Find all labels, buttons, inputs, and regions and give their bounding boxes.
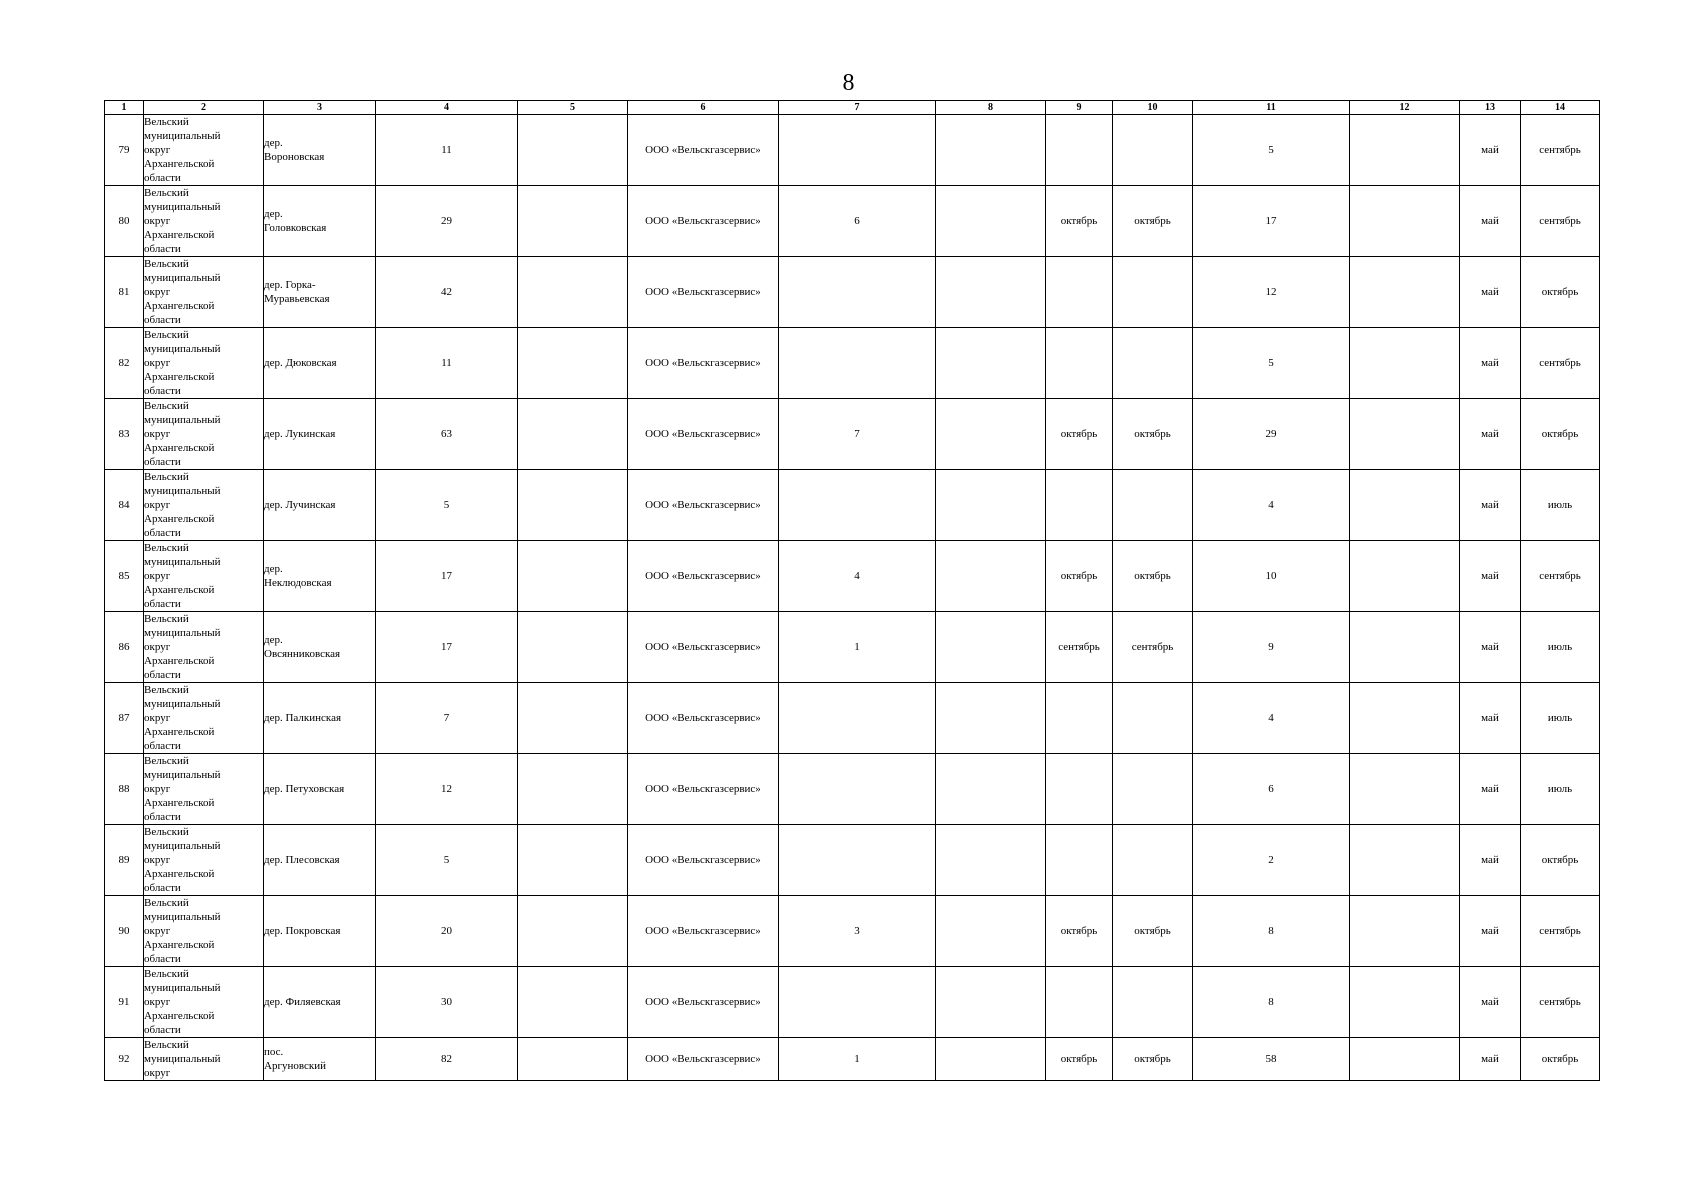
col5-cell	[518, 967, 628, 1038]
col4-cell: 30	[376, 967, 518, 1038]
col5-cell	[518, 328, 628, 399]
organization-cell: ООО «Вельскгазсервис»	[628, 754, 779, 825]
col14-cell: июль	[1521, 470, 1600, 541]
col14-cell: октябрь	[1521, 1038, 1600, 1081]
col14-cell: сентябрь	[1521, 115, 1600, 186]
col8-cell	[936, 754, 1046, 825]
col14-cell: октябрь	[1521, 399, 1600, 470]
district-cell: Вельский муниципальный округ Архангельской области	[144, 470, 264, 541]
organization-cell: ООО «Вельскгазсервис»	[628, 257, 779, 328]
organization-cell: ООО «Вельскгазсервис»	[628, 825, 779, 896]
settlement-cell: дер. Палкинская	[264, 683, 376, 754]
district-cell: Вельский муниципальный округ	[144, 1038, 264, 1081]
col5-cell	[518, 825, 628, 896]
col5-cell	[518, 470, 628, 541]
col5-cell	[518, 612, 628, 683]
column-header-8: 8	[936, 101, 1046, 115]
organization-cell: ООО «Вельскгазсервис»	[628, 1038, 779, 1081]
col10-cell	[1113, 754, 1193, 825]
col7-cell: 6	[779, 186, 936, 257]
col13-cell: май	[1460, 754, 1521, 825]
col11-cell: 9	[1193, 612, 1350, 683]
col13-cell: май	[1460, 399, 1521, 470]
page-number: 8	[842, 70, 855, 96]
col8-cell	[936, 612, 1046, 683]
settlement-cell: дер. Покровская	[264, 896, 376, 967]
col12-cell	[1350, 825, 1460, 896]
col8-cell	[936, 1038, 1046, 1081]
column-header-4: 4	[376, 101, 518, 115]
col13-cell: май	[1460, 328, 1521, 399]
col4-cell: 63	[376, 399, 518, 470]
col4-cell: 11	[376, 115, 518, 186]
col11-cell: 29	[1193, 399, 1350, 470]
col5-cell	[518, 257, 628, 328]
settlement-cell: дер. Дюковская	[264, 328, 376, 399]
col11-cell: 2	[1193, 825, 1350, 896]
col14-cell: октябрь	[1521, 257, 1600, 328]
row-number: 84	[105, 470, 144, 541]
column-header-2: 2	[144, 101, 264, 115]
col11-cell: 8	[1193, 967, 1350, 1038]
column-header-10: 10	[1113, 101, 1193, 115]
organization-cell: ООО «Вельскгазсервис»	[628, 612, 779, 683]
col9-cell: октябрь	[1046, 541, 1113, 612]
col10-cell	[1113, 257, 1193, 328]
district-cell: Вельский муниципальный округ Архангельской области	[144, 257, 264, 328]
settlement-cell: дер. Лучинская	[264, 470, 376, 541]
col11-cell: 12	[1193, 257, 1350, 328]
col13-cell: май	[1460, 115, 1521, 186]
col11-cell: 6	[1193, 754, 1350, 825]
col12-cell	[1350, 754, 1460, 825]
col9-cell	[1046, 470, 1113, 541]
col10-cell	[1113, 470, 1193, 541]
col5-cell	[518, 683, 628, 754]
col13-cell: май	[1460, 825, 1521, 896]
col5-cell	[518, 754, 628, 825]
table-row	[105, 683, 1600, 754]
col9-cell	[1046, 257, 1113, 328]
column-header-13: 13	[1460, 101, 1521, 115]
table-row	[105, 399, 1600, 470]
col4-cell: 7	[376, 683, 518, 754]
header-row	[105, 101, 1600, 115]
col8-cell	[936, 541, 1046, 612]
col5-cell	[518, 541, 628, 612]
col4-cell: 82	[376, 1038, 518, 1081]
col14-cell: сентябрь	[1521, 328, 1600, 399]
col12-cell	[1350, 896, 1460, 967]
organization-cell: ООО «Вельскгазсервис»	[628, 967, 779, 1038]
organization-cell: ООО «Вельскгазсервис»	[628, 328, 779, 399]
col14-cell: сентябрь	[1521, 186, 1600, 257]
col4-cell: 29	[376, 186, 518, 257]
col11-cell: 58	[1193, 1038, 1350, 1081]
col7-cell	[779, 470, 936, 541]
col4-cell: 42	[376, 257, 518, 328]
row-number: 88	[105, 754, 144, 825]
district-cell: Вельский муниципальный округ Архангельской области	[144, 683, 264, 754]
district-cell: Вельский муниципальный округ Архангельской области	[144, 612, 264, 683]
settlement-cell: дер. Горка- Муравьевская	[264, 257, 376, 328]
col7-cell: 7	[779, 399, 936, 470]
settlement-cell: дер. Филяевская	[264, 967, 376, 1038]
settlement-cell: дер. Петуховская	[264, 754, 376, 825]
table-row	[105, 967, 1600, 1038]
col5-cell	[518, 115, 628, 186]
col10-cell	[1113, 967, 1193, 1038]
col10-cell	[1113, 115, 1193, 186]
organization-cell: ООО «Вельскгазсервис»	[628, 115, 779, 186]
col11-cell: 5	[1193, 328, 1350, 399]
table-row	[105, 186, 1600, 257]
col10-cell	[1113, 328, 1193, 399]
col8-cell	[936, 470, 1046, 541]
col11-cell: 5	[1193, 115, 1350, 186]
settlement-cell: дер. Лукинская	[264, 399, 376, 470]
col8-cell	[936, 186, 1046, 257]
row-number: 80	[105, 186, 144, 257]
table-row	[105, 825, 1600, 896]
table-row	[105, 612, 1600, 683]
col4-cell: 17	[376, 541, 518, 612]
column-header-9: 9	[1046, 101, 1113, 115]
col9-cell: октябрь	[1046, 186, 1113, 257]
col8-cell	[936, 115, 1046, 186]
col9-cell	[1046, 115, 1113, 186]
col13-cell: май	[1460, 186, 1521, 257]
table-row	[105, 754, 1600, 825]
col12-cell	[1350, 541, 1460, 612]
column-header-11: 11	[1193, 101, 1350, 115]
row-number: 82	[105, 328, 144, 399]
col7-cell: 1	[779, 612, 936, 683]
district-cell: Вельский муниципальный округ Архангельской области	[144, 754, 264, 825]
col4-cell: 5	[376, 825, 518, 896]
col14-cell: июль	[1521, 683, 1600, 754]
col8-cell	[936, 257, 1046, 328]
col7-cell	[779, 115, 936, 186]
row-number: 81	[105, 257, 144, 328]
col11-cell: 8	[1193, 896, 1350, 967]
district-cell: Вельский муниципальный округ Архангельской области	[144, 115, 264, 186]
col8-cell	[936, 683, 1046, 754]
col4-cell: 20	[376, 896, 518, 967]
table-row	[105, 1038, 1600, 1081]
column-header-12: 12	[1350, 101, 1460, 115]
col10-cell: октябрь	[1113, 896, 1193, 967]
col7-cell	[779, 825, 936, 896]
col11-cell: 10	[1193, 541, 1350, 612]
row-number: 91	[105, 967, 144, 1038]
col12-cell	[1350, 470, 1460, 541]
col13-cell: май	[1460, 470, 1521, 541]
col11-cell: 17	[1193, 186, 1350, 257]
col13-cell: май	[1460, 1038, 1521, 1081]
col4-cell: 11	[376, 328, 518, 399]
settlement-cell: дер. Вороновская	[264, 115, 376, 186]
col13-cell: май	[1460, 612, 1521, 683]
col14-cell: сентябрь	[1521, 967, 1600, 1038]
table-row	[105, 470, 1600, 541]
col8-cell	[936, 825, 1046, 896]
col4-cell: 5	[376, 470, 518, 541]
col12-cell	[1350, 399, 1460, 470]
col13-cell: май	[1460, 257, 1521, 328]
column-header-3: 3	[264, 101, 376, 115]
settlement-cell: дер. Неклюдовская	[264, 541, 376, 612]
col10-cell	[1113, 825, 1193, 896]
column-header-14: 14	[1521, 101, 1600, 115]
organization-cell: ООО «Вельскгазсервис»	[628, 683, 779, 754]
organization-cell: ООО «Вельскгазсервис»	[628, 541, 779, 612]
row-number: 89	[105, 825, 144, 896]
col7-cell	[779, 754, 936, 825]
col13-cell: май	[1460, 683, 1521, 754]
col9-cell	[1046, 683, 1113, 754]
col9-cell	[1046, 754, 1113, 825]
column-header-1: 1	[105, 101, 144, 115]
col9-cell: октябрь	[1046, 399, 1113, 470]
table-row	[105, 328, 1600, 399]
col14-cell: сентябрь	[1521, 896, 1600, 967]
col14-cell: сентябрь	[1521, 541, 1600, 612]
row-number: 85	[105, 541, 144, 612]
col9-cell: октябрь	[1046, 896, 1113, 967]
col7-cell: 1	[779, 1038, 936, 1081]
col12-cell	[1350, 186, 1460, 257]
col10-cell: октябрь	[1113, 541, 1193, 612]
col5-cell	[518, 1038, 628, 1081]
col13-cell: май	[1460, 896, 1521, 967]
organization-cell: ООО «Вельскгазсервис»	[628, 470, 779, 541]
col9-cell: октябрь	[1046, 1038, 1113, 1081]
table-row	[105, 541, 1600, 612]
col13-cell: май	[1460, 967, 1521, 1038]
settlement-cell: дер. Овсянниковская	[264, 612, 376, 683]
col9-cell	[1046, 328, 1113, 399]
row-number: 79	[105, 115, 144, 186]
col7-cell	[779, 328, 936, 399]
table-row	[105, 257, 1600, 328]
column-header-7: 7	[779, 101, 936, 115]
district-cell: Вельский муниципальный округ Архангельской области	[144, 328, 264, 399]
col8-cell	[936, 967, 1046, 1038]
col9-cell	[1046, 825, 1113, 896]
col12-cell	[1350, 1038, 1460, 1081]
col7-cell	[779, 257, 936, 328]
col9-cell	[1046, 967, 1113, 1038]
settlement-cell: дер. Плесовская	[264, 825, 376, 896]
schedule-table	[104, 100, 1600, 1081]
col7-cell: 3	[779, 896, 936, 967]
col13-cell: май	[1460, 541, 1521, 612]
col12-cell	[1350, 967, 1460, 1038]
col12-cell	[1350, 115, 1460, 186]
table-body	[105, 115, 1600, 1081]
col11-cell: 4	[1193, 470, 1350, 541]
district-cell: Вельский муниципальный округ Архангельской области	[144, 967, 264, 1038]
col12-cell	[1350, 328, 1460, 399]
col5-cell	[518, 896, 628, 967]
col14-cell: июль	[1521, 754, 1600, 825]
row-number: 86	[105, 612, 144, 683]
district-cell: Вельский муниципальный округ Архангельской области	[144, 541, 264, 612]
col7-cell	[779, 683, 936, 754]
organization-cell: ООО «Вельскгазсервис»	[628, 896, 779, 967]
col9-cell: сентябрь	[1046, 612, 1113, 683]
organization-cell: ООО «Вельскгазсервис»	[628, 186, 779, 257]
district-cell: Вельский муниципальный округ Архангельской области	[144, 186, 264, 257]
col12-cell	[1350, 257, 1460, 328]
col8-cell	[936, 328, 1046, 399]
col11-cell: 4	[1193, 683, 1350, 754]
col4-cell: 12	[376, 754, 518, 825]
column-header-5: 5	[518, 101, 628, 115]
col7-cell	[779, 967, 936, 1038]
col10-cell	[1113, 683, 1193, 754]
row-number: 92	[105, 1038, 144, 1081]
col12-cell	[1350, 683, 1460, 754]
col12-cell	[1350, 612, 1460, 683]
col7-cell: 4	[779, 541, 936, 612]
col14-cell: октябрь	[1521, 825, 1600, 896]
settlement-cell: дер. Головковская	[264, 186, 376, 257]
col10-cell: октябрь	[1113, 1038, 1193, 1081]
settlement-cell: пос. Аргуновский	[264, 1038, 376, 1081]
district-cell: Вельский муниципальный округ Архангельской области	[144, 399, 264, 470]
district-cell: Вельский муниципальный округ Архангельской области	[144, 896, 264, 967]
col8-cell	[936, 399, 1046, 470]
col10-cell: октябрь	[1113, 399, 1193, 470]
row-number: 83	[105, 399, 144, 470]
col5-cell	[518, 399, 628, 470]
organization-cell: ООО «Вельскгазсервис»	[628, 399, 779, 470]
district-cell: Вельский муниципальный округ Архангельской области	[144, 825, 264, 896]
column-header-6: 6	[628, 101, 779, 115]
col10-cell: сентябрь	[1113, 612, 1193, 683]
col4-cell: 17	[376, 612, 518, 683]
table-row	[105, 896, 1600, 967]
row-number: 87	[105, 683, 144, 754]
col14-cell: июль	[1521, 612, 1600, 683]
row-number: 90	[105, 896, 144, 967]
table-row	[105, 115, 1600, 186]
col8-cell	[936, 896, 1046, 967]
col10-cell: октябрь	[1113, 186, 1193, 257]
col5-cell	[518, 186, 628, 257]
